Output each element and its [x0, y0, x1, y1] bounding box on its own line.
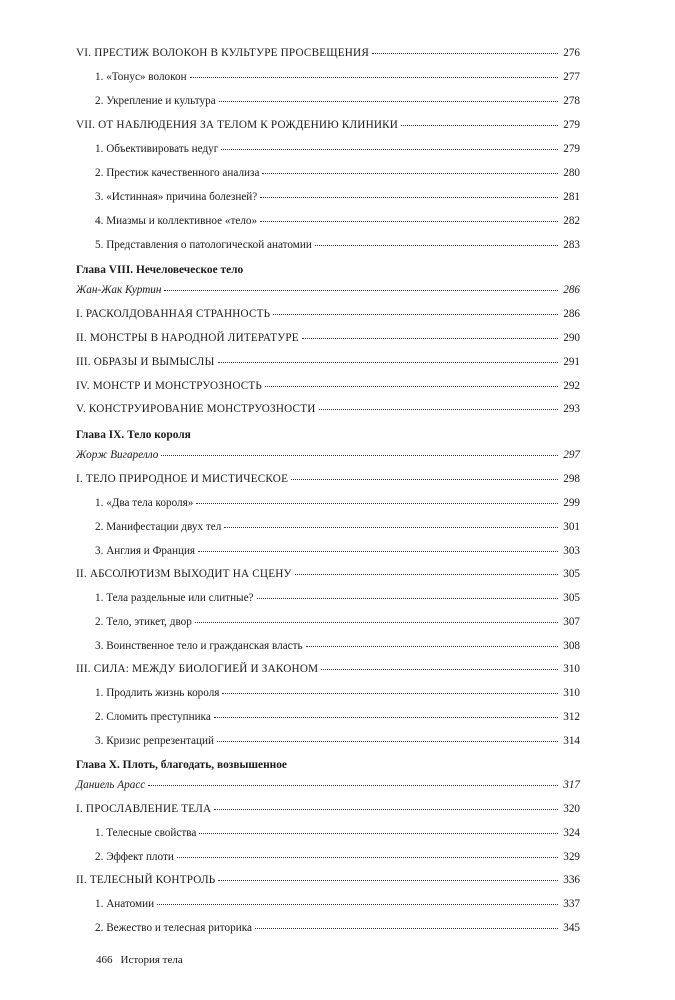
entry-title: 1. Тела раздельные или слитные? — [95, 592, 254, 604]
toc-subsection-entry[interactable] — [95, 520, 580, 534]
dot-leader — [190, 77, 558, 78]
toc-subsection-entry[interactable] — [95, 686, 580, 700]
entry-page-number: 310 — [563, 687, 580, 699]
toc-author-entry[interactable] — [76, 283, 580, 297]
dot-leader — [262, 173, 558, 174]
entry-title: 3. Кризис репрезентаций — [95, 735, 214, 747]
toc-subsection-entry[interactable] — [95, 826, 580, 840]
dot-leader — [273, 314, 558, 315]
toc-subsection-entry[interactable] — [95, 544, 580, 558]
entry-page-number: 320 — [563, 803, 580, 815]
toc-subsection-entry[interactable] — [95, 94, 580, 108]
entry-page-number: 283 — [563, 239, 580, 251]
entry-title: 1. Продлить жизнь короля — [95, 687, 220, 699]
entry-title: I. ТЕЛО ПРИРОДНОЕ И МИСТИЧЕСКОЕ — [76, 473, 289, 485]
entry-page-number: 292 — [563, 380, 580, 392]
dot-leader — [196, 503, 558, 504]
dot-leader — [401, 125, 558, 126]
toc-author-entry[interactable] — [76, 448, 580, 462]
entry-page-number: 305 — [563, 568, 580, 580]
entry-page-number: 305 — [563, 592, 580, 604]
entry-page-number: 279 — [563, 119, 580, 131]
entry-page-number: 345 — [563, 922, 580, 934]
entry-title: III. СИЛА: МЕЖДУ БИОЛОГИЕЙ И ЗАКОНОМ — [76, 663, 319, 675]
entry-title: IV. МОНСТР И МОНСТРУОЗНОСТЬ — [76, 380, 263, 392]
entry-title: Даниель Арасс — [76, 779, 146, 791]
dot-leader — [195, 622, 558, 623]
entry-page-number: 290 — [563, 332, 580, 344]
toc-subsection-entry[interactable] — [95, 850, 580, 864]
entry-title: 2. Укрепление и культура — [95, 95, 216, 107]
toc-section-entry[interactable] — [76, 802, 580, 816]
entry-title: I. РАСКОЛДОВАННАЯ СТРАННОСТЬ — [76, 308, 271, 320]
dot-leader — [214, 809, 558, 810]
toc-subsection-entry[interactable] — [95, 238, 580, 252]
entry-page-number: 308 — [563, 640, 580, 652]
dot-leader — [217, 741, 558, 742]
toc-subsection-entry[interactable] — [95, 921, 580, 935]
toc-subsection-entry[interactable] — [95, 591, 580, 605]
entry-title: 3. Воинственное тело и гражданская власть — [95, 640, 303, 652]
dot-leader — [148, 785, 558, 786]
dot-leader — [218, 880, 558, 881]
toc-section-entry[interactable] — [76, 472, 580, 486]
entry-page-number: 336 — [563, 874, 580, 886]
toc-subsection-entry[interactable] — [95, 496, 580, 510]
toc-section-entry[interactable] — [76, 402, 580, 416]
entry-title: 2. Манифестации двух тел — [95, 521, 222, 533]
toc-subsection-entry[interactable] — [95, 639, 580, 653]
entry-page-number: 310 — [563, 663, 580, 675]
toc-section-entry[interactable] — [76, 379, 580, 393]
dot-leader — [260, 221, 558, 222]
dot-leader — [321, 669, 558, 670]
entry-title: I. ПРОСЛАВЛЕНИЕ ТЕЛА — [76, 803, 212, 815]
toc-subsection-entry[interactable] — [95, 734, 580, 748]
toc-section-entry[interactable] — [76, 46, 580, 60]
chapter-heading: Глава VIII. Нечеловеческое тело — [76, 264, 244, 276]
toc-section-entry[interactable] — [76, 873, 580, 887]
entry-title: II. АБСОЛЮТИЗМ ВЫХОДИТ НА СЦЕНУ — [76, 568, 292, 580]
toc-section-entry[interactable] — [76, 355, 580, 369]
entry-title: 1. Телесные свойства — [95, 827, 197, 839]
dot-leader — [372, 53, 558, 54]
entry-page-number: 286 — [563, 308, 580, 320]
toc-section-entry[interactable] — [76, 118, 580, 132]
entry-title: 2. Престиж качественного анализа — [95, 167, 260, 179]
entry-page-number: 303 — [563, 545, 580, 557]
entry-page-number: 301 — [563, 521, 580, 533]
entry-title: 3. «Истинная» причина болезней? — [95, 191, 258, 203]
entry-title: Жан-Жак Куртин — [76, 284, 162, 296]
toc-subsection-entry[interactable] — [95, 166, 580, 180]
toc-section-entry[interactable] — [76, 662, 580, 676]
entry-page-number: 329 — [563, 851, 580, 863]
entry-title: V. КОНСТРУИРОВАНИЕ МОНСТРУОЗНОСТИ — [76, 403, 316, 415]
entry-title: 2. Эффект плоти — [95, 851, 174, 863]
entry-page-number: 279 — [563, 143, 580, 155]
dot-leader — [291, 479, 558, 480]
entry-page-number: 324 — [563, 827, 580, 839]
entry-page-number: 337 — [563, 898, 580, 910]
entry-title: 2. Тело, этикет, двор — [95, 616, 192, 628]
dot-leader — [198, 551, 558, 552]
entry-page-number: 291 — [563, 356, 580, 368]
dot-leader — [224, 527, 558, 528]
toc-subsection-entry[interactable] — [95, 142, 580, 156]
dot-leader — [222, 693, 558, 694]
dot-leader — [260, 197, 558, 198]
entry-page-number: 299 — [563, 497, 580, 509]
entry-title: Жорж Вигарелло — [76, 449, 159, 461]
entry-title: 1. Объективировать недуг — [95, 143, 219, 155]
entry-title: 2. Вежество и телесная риторика — [95, 922, 252, 934]
dot-leader — [265, 386, 558, 387]
chapter-heading: Глава X. Плоть, благодать, возвышенное — [76, 759, 287, 771]
entry-page-number: 280 — [563, 167, 580, 179]
entry-title: 1. «Два тела короля» — [95, 497, 194, 509]
toc-subsection-entry[interactable] — [95, 897, 580, 911]
dot-leader — [219, 101, 558, 102]
entry-page-number: 297 — [563, 449, 580, 461]
dot-leader — [255, 928, 558, 929]
dot-leader — [306, 646, 558, 647]
entry-title: VI. ПРЕСТИЖ ВОЛОКОН В КУЛЬТУРЕ ПРОСВЕЩЕНИЯ — [76, 47, 370, 59]
entry-title: 3. Англия и Франция — [95, 545, 196, 557]
entry-title: II. МОНСТРЫ В НАРОДНОЙ ЛИТЕРАТУРЕ — [76, 332, 299, 344]
dot-leader — [199, 833, 558, 834]
entry-page-number: 293 — [563, 403, 580, 415]
toc-subsection-entry[interactable] — [95, 615, 580, 629]
footer-running-title: История тела — [120, 954, 183, 966]
entry-title: 1. Анатомии — [95, 898, 155, 910]
toc-subsection-entry[interactable] — [95, 710, 580, 724]
dot-leader — [295, 574, 558, 575]
entry-title: 4. Миазмы и коллективное «тело» — [95, 215, 258, 227]
dot-leader — [315, 245, 558, 246]
toc-subsection-entry[interactable] — [95, 70, 580, 84]
entry-page-number: 314 — [563, 735, 580, 747]
footer-page-number: 466 — [96, 954, 113, 966]
entry-page-number: 298 — [563, 473, 580, 485]
entry-title: II. ТЕЛЕСНЫЙ КОНТРОЛЬ — [76, 874, 216, 886]
page-footer — [96, 953, 183, 967]
dot-leader — [214, 717, 558, 718]
dot-leader — [157, 904, 558, 905]
chapter-heading: Глава IX. Тело короля — [76, 429, 191, 441]
dot-leader — [257, 598, 558, 599]
toc-author-entry[interactable] — [76, 778, 580, 792]
toc-section-entry[interactable] — [76, 307, 580, 321]
entry-title: VII. ОТ НАБЛЮДЕНИЯ ЗА ТЕЛОМ К РОЖДЕНИЮ КЛИНИКИ — [76, 119, 399, 131]
dot-leader — [161, 455, 558, 456]
entry-title: 2. Сломить преступника — [95, 711, 211, 723]
dot-leader — [177, 857, 558, 858]
toc-subsection-entry[interactable] — [95, 190, 580, 204]
dot-leader — [319, 409, 558, 410]
entry-page-number: 282 — [563, 215, 580, 227]
dot-leader — [221, 149, 558, 150]
entry-title: 1. «Тонус» волокон — [95, 71, 187, 83]
entry-page-number: 317 — [563, 779, 580, 791]
entry-page-number: 307 — [563, 616, 580, 628]
entry-page-number: 277 — [563, 71, 580, 83]
entry-page-number: 278 — [563, 95, 580, 107]
dot-leader — [302, 338, 558, 339]
entry-title: 5. Представления о патологической анатомии — [95, 239, 312, 251]
entry-page-number: 276 — [563, 47, 580, 59]
dot-leader — [164, 290, 558, 291]
toc-subsection-entry[interactable] — [95, 214, 580, 228]
entry-page-number: 281 — [563, 191, 580, 203]
entry-title: III. ОБРАЗЫ И ВЫМЫСЛЫ — [76, 356, 215, 368]
entry-page-number: 312 — [563, 711, 580, 723]
entry-page-number: 286 — [563, 284, 580, 296]
toc-section-entry[interactable] — [76, 567, 580, 581]
toc-section-entry[interactable] — [76, 331, 580, 345]
dot-leader — [218, 362, 558, 363]
